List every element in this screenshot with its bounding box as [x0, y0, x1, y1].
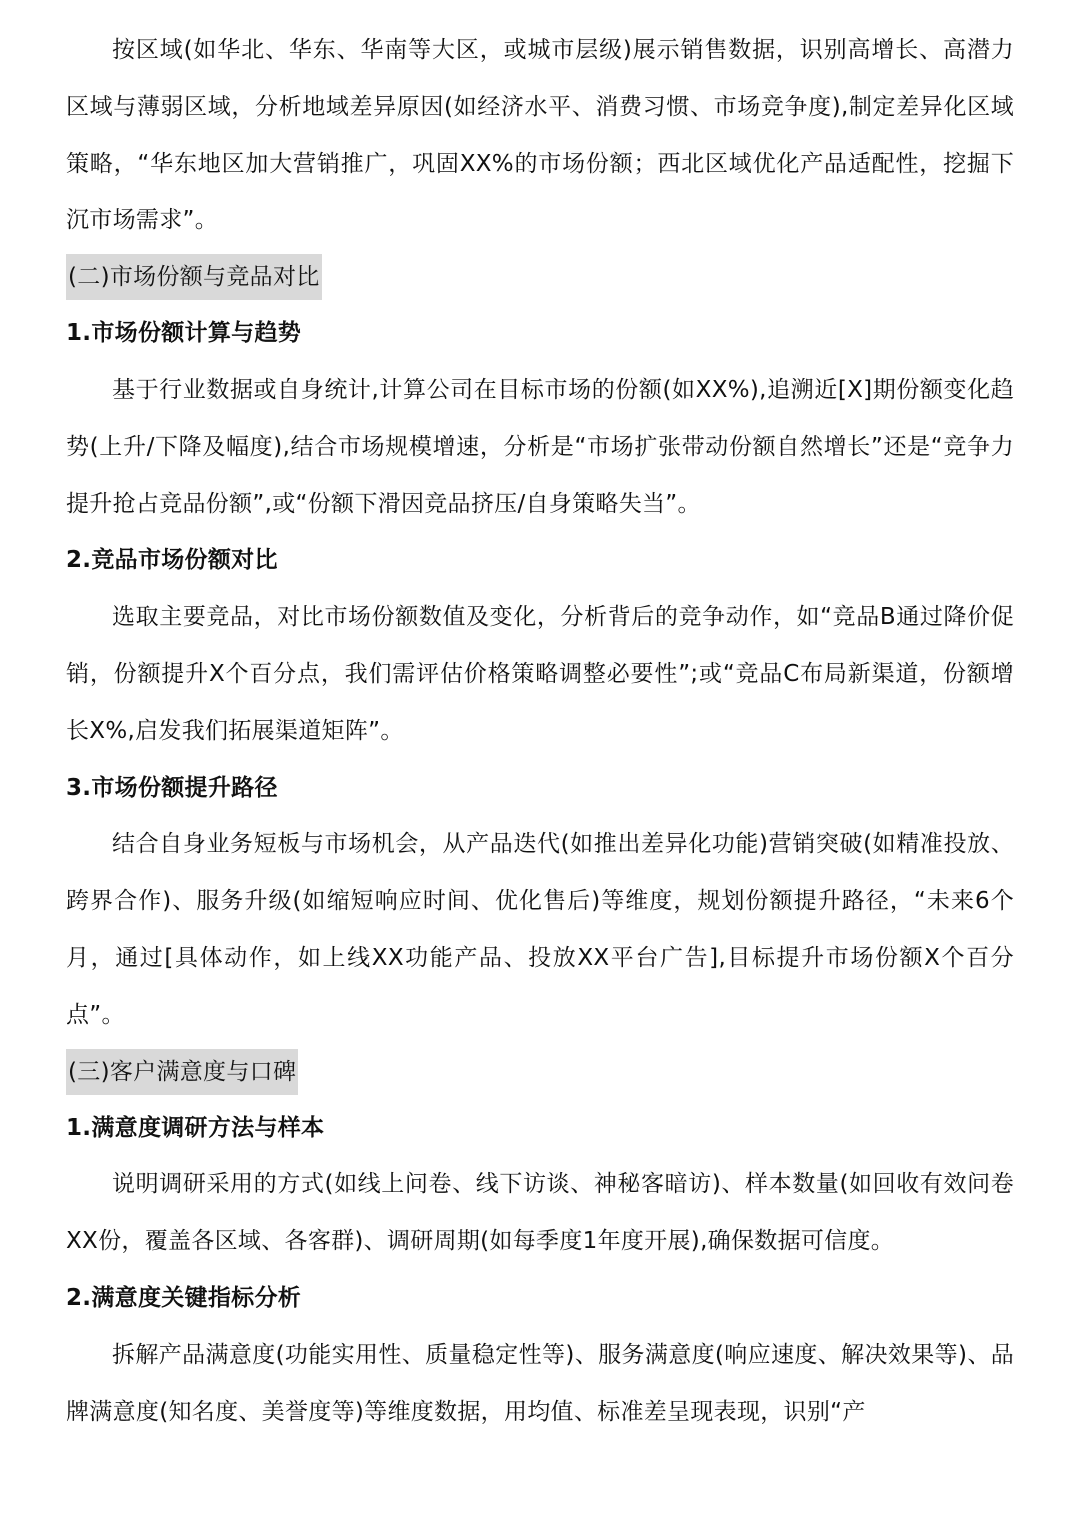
subheading-survey-method: 1.满意度调研方法与样本	[66, 1114, 325, 1141]
subheading-satisfaction-metrics: 2.满意度关键指标分析	[66, 1284, 302, 1311]
paragraph-market-share-trend: 基于行业数据或自身统计,计算公司在目标市场的份额(如XX%),追溯近[X]期份额变化趋势(上升/下降及幅度),结合市场规模增速，分析是“市场扩张带动份额自然增长”还是“竞争力提升抢占竞品份额”,或“份额下滑因竞品挤压/自身策略失当”。	[66, 376, 1014, 517]
paragraph-competitor-share: 选取主要竞品，对比市场份额数值及变化，分析背后的竞争动作，如“竞品B通过降价促销，份额提升X个百分点，我们需评估价格策略调整必要性”;或“竞品C布局新渠道，份额增长X%,启发我们拓展渠道矩阵”。	[66, 604, 1014, 744]
paragraph-survey-method: 说明调研采用的方式(如线上问卷、线下访谈、神秘客暗访)、样本数量(如回收有效问卷XX份，覆盖各区域、各客群)、调研周期(如每季度1年度开展),确保数据可信度。	[66, 1171, 1014, 1255]
paragraph-share-growth-path: 结合自身业务短板与市场机会，从产品迭代(如推出差异化功能)营销突破(如精准投放、跨界合作)、服务升级(如缩短响应时间、优化售后)等维度，规划份额提升路径，“未来6个月，通过[具体动作，如上线XX功能产品、投放XX平台广告],目标提升市场份额X个百分点”。	[66, 831, 1014, 1028]
subheading-competitor-share: 2.竞品市场份额对比	[66, 547, 278, 574]
section-heading-market-share: (二)市场份额与竞品对比	[66, 254, 322, 300]
paragraph-satisfaction-metrics: 拆解产品满意度(功能实用性、质量稳定性等)、服务满意度(响应速度、解决效果等)、品牌满意度(知名度、美誉度等)等维度数据，用均值、标准差呈现表现，识别“产	[66, 1341, 1014, 1425]
section-heading-customer-satisfaction: (三)客户满意度与口碑	[66, 1049, 298, 1095]
subheading-market-share-trend: 1.市场份额计算与趋势	[66, 320, 302, 347]
subheading-share-growth-path: 3.市场份额提升路径	[66, 774, 278, 801]
intro-paragraph: 按区域(如华北、华东、华南等大区，或城市层级)展示销售数据，识别高增长、高潜力区域与薄弱区域，分析地域差异原因(如经济水平、消费习惯、市场竞争度),制定差异化区域策略，“华东地区加大营销推广，巩固XX%的市场份额；西北区域优化产品适配性，挖掘下沉市场需求”。	[66, 37, 1014, 234]
